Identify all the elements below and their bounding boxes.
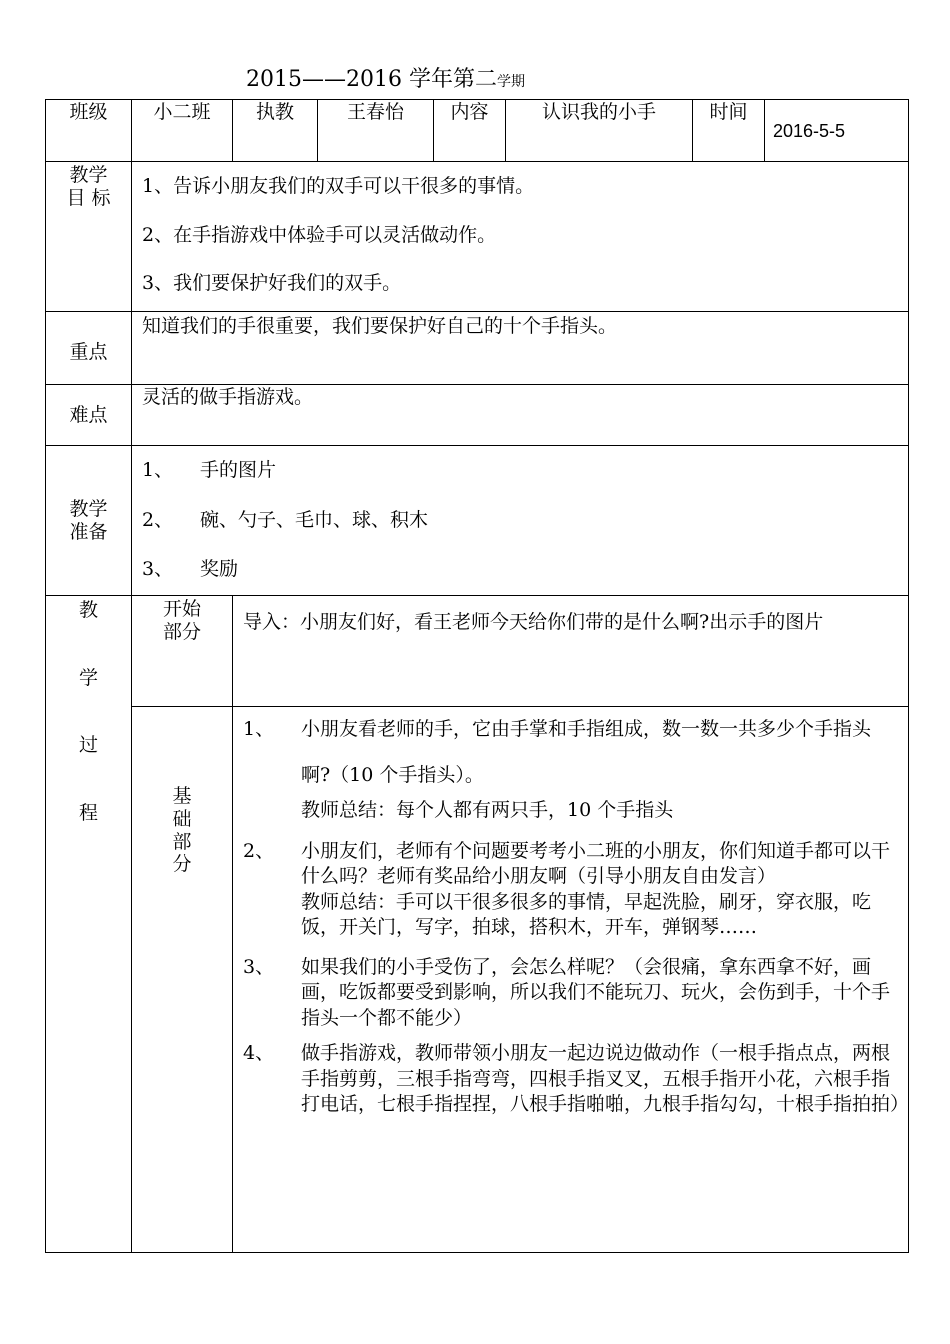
opening-label-line2: 部分 [162, 620, 201, 643]
document-title [246, 62, 525, 93]
basic-label [132, 707, 233, 1253]
class-label: 班级 [46, 100, 132, 162]
basic-item [243, 717, 900, 833]
teacher-label: 执教 [233, 100, 318, 162]
header-row [46, 100, 909, 162]
goals-label-line1: 教学 [69, 164, 108, 186]
basic-content [233, 707, 909, 1253]
basic-item-summary: 教师总结：手可以干很多很多的事情，早起洗脸，刷牙，穿衣服，吃饭，开关门，写字，拍球，搭积木，开车，弹钢琴…… [301, 890, 872, 939]
goal-item: 1、告诉小朋友我们的双手可以干很多的事情。 [142, 175, 535, 197]
basic-item-number: 2、 [243, 839, 275, 862]
preparation-item [142, 557, 898, 582]
goals-content [132, 162, 909, 312]
difficulty-label: 难点 [46, 385, 132, 446]
process-basic-row [46, 707, 909, 1253]
process-opening-row [46, 596, 909, 707]
basic-item-summary: 教师总结：每个人都有两只手，10 个手指头 [301, 799, 674, 822]
basic-item-text: 做手指游戏，教师带领小朋友一起边说边做动作（一根手指点点，两根手指剪剪，三根手指弯弯，四根手指叉叉，五根手指开小花，六根手指打电话，七根手指捏捏，八根手指啪啪，九根手指勾勾，十根手指拍拍） [301, 1042, 910, 1115]
goal-item: 2、在手指游戏中体验手可以灵活做动作。 [142, 223, 497, 246]
process-label-char: 过 [78, 734, 98, 757]
goals-label-line2: 目 标 [66, 186, 111, 209]
preparation-label-line2: 准备 [69, 520, 108, 543]
preparation-label [46, 446, 132, 596]
key-point-row [46, 312, 909, 385]
content-label: 内容 [434, 100, 506, 162]
basic-label-char: 分 [172, 853, 192, 876]
time-value: 2016-5-5 [765, 100, 909, 162]
key-point-text: 知道我们的手很重要，我们要保护好自己的十个手指头。 [132, 312, 909, 385]
preparation-item [142, 508, 898, 533]
preparation-label-line1: 教学 [69, 497, 108, 520]
class-value: 小二班 [132, 100, 233, 162]
opening-label-line1: 开始 [162, 598, 201, 620]
key-point-label: 重点 [46, 312, 132, 385]
preparation-item-number: 2、 [142, 508, 174, 531]
preparation-row [46, 446, 909, 596]
process-label-char: 教 [78, 599, 98, 621]
goal-item: 3、我们要保护好我们的双手。 [142, 272, 402, 295]
basic-item-number: 3、 [243, 955, 275, 978]
preparation-item-text: 碗、勺子、毛巾、球、积木 [200, 508, 429, 531]
preparation-item-text: 手的图片 [200, 459, 277, 481]
opening-text: 导入：小朋友们好，看王老师今天给你们带的是什么啊?出示手的图片 [233, 596, 909, 707]
process-label-char: 学 [78, 666, 98, 689]
basic-item [243, 955, 900, 1031]
basic-item [243, 1041, 910, 1117]
basic-label-char: 础 [172, 807, 192, 830]
basic-item-number: 4、 [243, 1042, 275, 1065]
title-main: 2015——2016 学年第二 [246, 67, 497, 92]
preparation-item-number: 3、 [142, 558, 174, 581]
preparation-content [132, 446, 909, 596]
goals-row [46, 162, 909, 312]
basic-item-number: 1、 [243, 718, 275, 740]
preparation-item-number: 1、 [142, 459, 174, 481]
time-label: 时间 [693, 100, 765, 162]
basic-item-text: 小朋友们，老师有个问题要考考小二班的小朋友，你们知道手都可以干什么吗？老师有奖品给小朋友啊（引导小朋友自由发言） [301, 839, 891, 888]
opening-label [132, 596, 233, 707]
preparation-item [142, 458, 898, 483]
title-suffix: 学期 [496, 74, 525, 90]
basic-item-text: 如果我们的小手受伤了，会怎么样呢？（会很痛，拿东西拿不好，画画，吃饭都要受到影响，所以我们不能玩刀、玩火，会伤到手，十个手指头一个都不能少） [301, 955, 891, 1029]
lesson-plan-table [45, 99, 909, 1253]
preparation-item-text: 奖励 [200, 558, 239, 581]
basic-item-text: 小朋友看老师的手，它由手掌和手指组成，数一数一共多少个手指头啊?（10 个手指头）。 [301, 718, 872, 786]
difficulty-row [46, 385, 909, 446]
basic-label-char: 基 [172, 785, 192, 807]
teacher-value: 王春怡 [318, 100, 434, 162]
process-label [46, 596, 132, 1253]
content-value: 认识我的小手 [506, 100, 693, 162]
goals-label [46, 162, 132, 312]
basic-label-char: 部 [172, 830, 192, 853]
difficulty-text: 灵活的做手指游戏。 [132, 385, 909, 446]
process-label-char: 程 [78, 802, 98, 825]
basic-item [243, 839, 900, 941]
